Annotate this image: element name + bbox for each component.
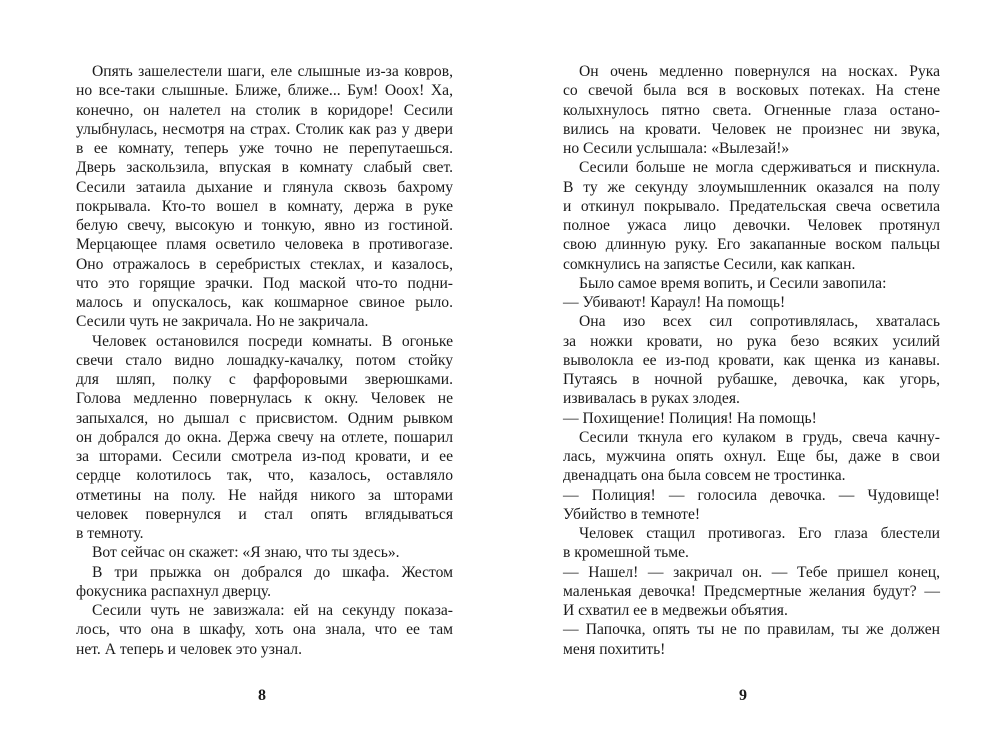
- text-line: вились на кровати. Человек не произнес ни звука,: [563, 120, 940, 138]
- text-line: Опять зашелестели шаги, еле слышные из-за ковров,: [92, 63, 453, 80]
- text-line: за ножки кровати, но рука безо всяких усилий: [563, 332, 940, 350]
- text-line: для шляп, полку с фарфоровыми зверюшками.: [76, 371, 453, 388]
- text-line: лась, мужчина опять охнул. Еще бы, даже в свои: [563, 448, 940, 465]
- text-line: и откинул покрывало. Предательская свеча осветила: [563, 197, 940, 215]
- text-line: Было самое время вопить, и Сесили завопила:: [579, 274, 887, 292]
- text-line: свечи стало видно лошадку-качалку, потом стойку: [76, 351, 453, 369]
- text-line: выволокла ее из-под кровати, как щенка из канавы.: [563, 351, 940, 369]
- text-line: Дверь заскользила, впуская в комнату слабый свет.: [76, 159, 453, 177]
- text-line: Сесили больше не могла сдерживаться и пискнула.: [579, 159, 940, 177]
- text-line: в ее комнату, теперь уже точно не перепутаешься.: [76, 140, 453, 157]
- text-line: Мерцающее пламя осветило человека в противогазе.: [76, 236, 453, 254]
- text-line: за шторами. Сесили смотрела из-под кровати, и ее: [76, 448, 453, 465]
- text-line: В ту же секунду злоумышленник оказался на полу: [563, 178, 940, 196]
- text-line: что это горящие зрачки. Под маской что-то подни-: [76, 274, 453, 292]
- text-line: Оно отражалось в серебристых стеклах, и казалось,: [76, 255, 453, 273]
- text-line: запыхался, но дышал с присвистом. Одним рывком: [76, 409, 453, 427]
- text-line: Убийство в темноте!: [563, 505, 701, 523]
- text-line: Сесили чуть не завизжала: ей на секунду показа-: [92, 602, 453, 619]
- text-line: Человек стащил противогаз. Его глаза блестели: [579, 525, 940, 542]
- text-line: но все-таки слышные. Ближе, ближе... Бум! Ооох! Ха,: [76, 82, 453, 100]
- left-page-number: 8: [258, 687, 266, 704]
- text-line: сомкнулись на запястье Сесили, как капкан.: [563, 255, 856, 273]
- text-line: улыбнулась, несмотря на страх. Столик как раз у двери: [76, 120, 453, 138]
- text-line: в кромешной тьме.: [563, 544, 689, 562]
- right-page-number: 9: [739, 687, 747, 704]
- text-line: меня похитить!: [563, 640, 666, 658]
- right-page-text: [563, 62, 940, 659]
- text-line: но Сесили услышала: «Вылезай!»: [563, 140, 790, 157]
- text-line: покрывала. Кто-то вошел в комнату, держа в руке: [76, 197, 453, 215]
- text-line: Он очень медленно повернулся на носках. Рука: [579, 63, 940, 80]
- text-line: в темноту.: [76, 525, 144, 542]
- text-line: сердце колотилось так, что, казалось, оставляло: [76, 467, 453, 485]
- text-line: Сесили чуть не закричала. Но не закричала.: [76, 313, 369, 331]
- text-line: — Убивают! Караул! На помощь!: [563, 294, 786, 311]
- text-line: Сесили ткнула его кулаком в грудь, свеча качну-: [579, 428, 940, 446]
- text-line: — Полиция! — голосила девочка. — Чудовище!: [563, 486, 940, 504]
- text-line: свою длинную руку. Его закапанные воском пальцы: [563, 236, 940, 254]
- text-line: — Похищение! Полиция! На помощь!: [563, 409, 817, 427]
- text-line: Голова медленно повернулась к окну. Человек не: [76, 390, 453, 408]
- text-line: Человек остановился посреди комнаты. В огоньке: [92, 332, 453, 350]
- left-page-text: [76, 62, 453, 659]
- text-line: малось и опускалось, как кошмарное свиное рыло.: [76, 294, 453, 311]
- text-line: он добрался до окна. Держа свечу на отлете, пошарил: [76, 428, 453, 446]
- text-line: со свечой была вся в восковых потеках. На стене: [563, 82, 940, 100]
- text-line: Сесили затаила дыхание и глянула сквозь бахрому: [76, 178, 453, 196]
- text-line: колыхнулось пятно света. Огненные глаза остано-: [563, 101, 940, 119]
- text-line: фокусника распахнул дверцу.: [76, 582, 272, 600]
- text-line: Вот сейчас он скажет: «Я знаю, что ты здесь».: [92, 544, 400, 562]
- text-line: Путаясь в ночной рубашке, девочка, как угорь,: [563, 371, 940, 388]
- text-line: Она изо всех сил сопротивлялась, хваталась: [579, 313, 940, 331]
- text-line: — Папочка, опять ты не по правилам, ты же должен: [563, 621, 940, 639]
- text-line: И схватил ее в медвежьи объятия.: [563, 602, 788, 619]
- text-line: В три прыжка он добрался до шкафа. Жестом: [92, 563, 453, 581]
- text-line: белую свечу, высокую и тонкую, явно из гостиной.: [76, 217, 453, 234]
- text-line: лось, что она в шкафу, хоть она знала, что ее там: [76, 621, 453, 639]
- text-line: отметины на полу. Не найдя никого за шторами: [76, 486, 453, 504]
- text-line: извивалась в руках злодея.: [563, 390, 740, 408]
- text-line: нет. А теперь и человек это узнал.: [76, 640, 302, 658]
- text-line: маленькая девочка! Предсмертные желания будут? —: [563, 582, 940, 600]
- text-line: человек повернулся и стал опять вглядываться: [76, 505, 453, 523]
- text-line: полное ужаса лицо девочки. Человек протянул: [563, 217, 940, 234]
- text-line: — Нашел! — закричал он. — Тебе пришел конец,: [563, 563, 940, 581]
- text-line: конечно, он налетел на столик в коридоре! Сесили: [76, 101, 453, 119]
- text-line: двенадцать она была совсем не тростинка.: [563, 467, 846, 485]
